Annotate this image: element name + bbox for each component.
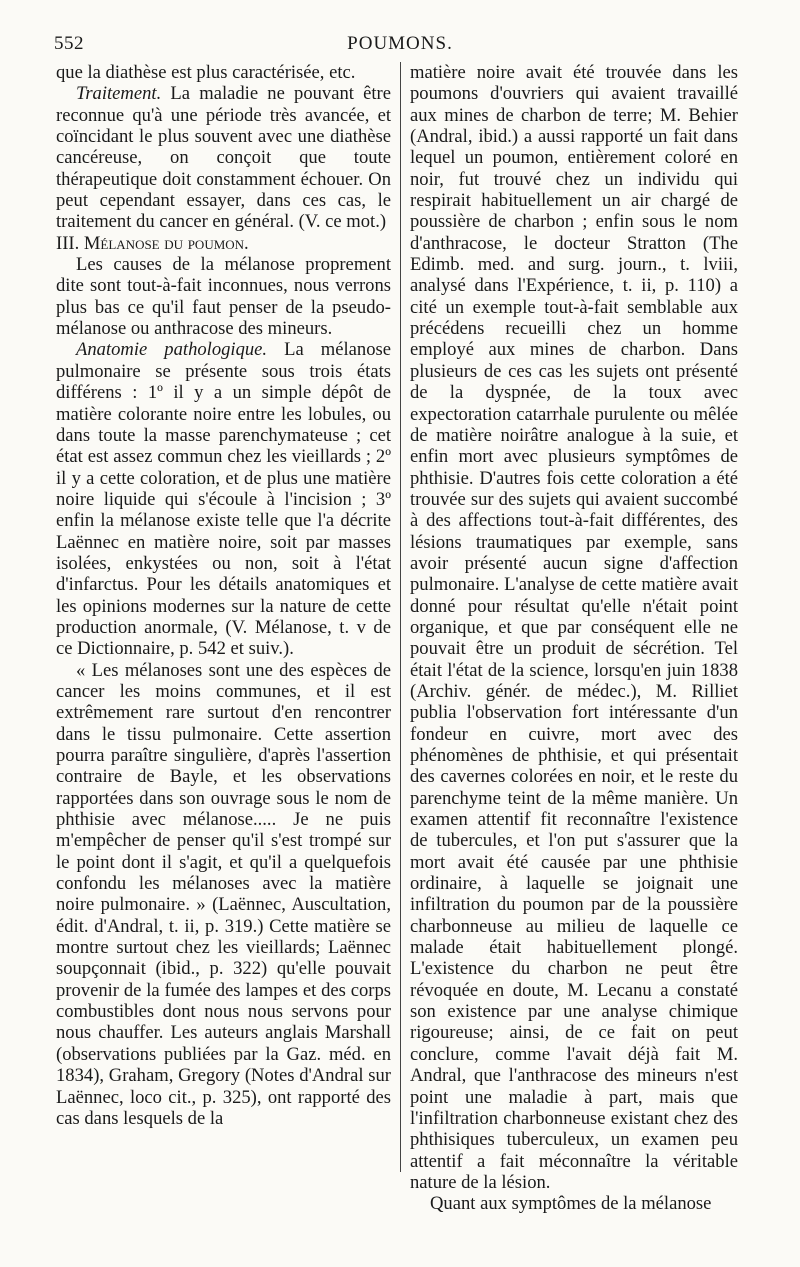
paragraph-anatomie bbox=[56, 339, 391, 659]
paragraph-traitement bbox=[56, 83, 391, 232]
running-title: POUMONS. bbox=[347, 33, 453, 54]
paragraph-body: La maladie ne pouvant être reconnue qu'à une période très avancée, et coïncidant le plus souvent avec une diathèse cancéreuse, on conçoit que toute thérapeutique doit constamment échouer. On peut cependant essayer, dans ces cas, le traitement du cancer en général. (V. ce mot.) bbox=[56, 83, 391, 233]
paragraph-lead: Anatomie pathologique. bbox=[76, 339, 268, 361]
right-column bbox=[410, 62, 738, 1242]
paragraph-causes: Les causes de la mélanose proprement dite sont tout-à-fait inconnues, nous verrons plus bas ce qu'il faut penser de la pseudo-mélanose ou anthracose des mineurs. bbox=[56, 254, 391, 340]
section-heading: III. Mélanose du poumon. bbox=[56, 232, 249, 254]
paragraph-quotation: « Les mélanoses sont une des espèces de cancer les moins communes, et il est extrêmement rare surtout d'en rencontrer dans le tissu pulmonaire. Cette assertion pourra paraître singulière, d'après l'assertion contraire de Bayle, et les observations rapportées dans son ouvrage sous le nom de phthisie avec mélanose..... Je ne puis m'empêcher de penser qu'il s'est trompé sur le point dont il s'agit, et qu'il a quelquefois confondu les mélanoses avec la matière noire pulmonaire. » (Laënnec, Auscultation, édit. d'Andral, t. ii, p. 319.) Cette matière se montre surtout chez les vieillards; Laënnec soupçonnait (ibid., p. 322) qu'elle pouvait provenir de la fumée des lampes et des corps combustibles dont nous nous servons pour nous chauffer. Les auteurs anglais Marshall (observations publiées par la Gaz. méd. en 1834), Graham, Gregory (Notes d'Andral sur Laënnec, loco cit., p. 325), ont rapporté des cas dans lesquels de la bbox=[56, 659, 391, 1129]
page-number: 552 bbox=[54, 33, 84, 54]
left-column bbox=[56, 62, 391, 1242]
column-divider bbox=[400, 62, 401, 1172]
paragraph-continuation: matière noire avait été trouvée dans les poumons d'ouvriers qui avaient travaillé aux mines de charbon de terre; M. Behier (Andral, ibid.) a aussi rapporté un fait dans lequel un poumon, entièrement coloré en noir, fut trouvé chez un individu qui respirait habituellement un air chargé de poussière de charbon ; enfin sous le nom d'anthracose, le docteur Stratton (The Edimb. med. and surg. journ., t. lviii, analysé dans l'Expérience, t. ii, p. 110) a cité un exemple tout-à-fait semblable aux précédens recueilli chez un homme employé aux mines de charbon. Dans plusieurs de ces cas les sujets ont présenté de la dyspnée, de la toux avec expectoration catarrhale purulente ou mêlée de matière noirâtre analogue à la suie, et enfin mort avec plusieurs symptômes de phthisie. D'autres fois cette coloration a été trouvée sur des sujets qui avaient succombé à des affections tout-à-fait différentes, des lésions traumatiques par exemple, sans avoir présenté aucun signe d'affection pulmonaire. L'analyse de cette matière avait donné pour résultat qu'elle n'était point organique, et que par conséquent elle ne pouvait être un produit de sécrétion. Tel était l'état de la science, lorsqu'en juin 1838 (Archiv. génér. de médec.), M. Rilliet publia l'observation fort intéressante d'un fondeur en cuivre, mort avec des phénomènes de phthisie, et qui présentait des cavernes colorées en noir, et le reste du parenchyme teint de la même manière. Un examen attentif fit reconnaître l'existence de tubercules, et l'on put s'assurer que la mort avait été causée par une phthisie ordinaire, à laquelle se joignait une infiltration du poumon par de la poussière charbonneuse au milieu de laquelle ce malade était habituellement plongé. L'existence du charbon ne peut être révoquée en doute, M. Lecanu a constaté son existence par une analyse chimique rigoureuse; ainsi, de ce fait on peut conclure, comme l'avait déjà fait M. Andral, que l'anthracose des mineurs n'est point une maladie à part, mais que l'infiltration charbonneuse existant chez des phthisiques tuberculeux, un examen peu attentif a fait méconnaître la véritable nature de la lésion. bbox=[410, 62, 738, 1193]
paragraph-continuation: que la diathèse est plus caractérisée, etc. bbox=[56, 62, 356, 83]
paragraph-body: La mélanose pulmonaire se présente sous trois états différens : 1º il y a un simple dépôt de matière colorante noire entre les lobules, ou dans toute la masse parenchymateuse ; cet état est assez commun chez les vieillards ; 2º il y a cette coloration, et de plus une matière noire liquide qui s'écoule à l'incision ; 3º enfin la mélanose existe telle que l'a décrite Laënnec en matière noire, soit par masses isolées, enkystées ou non, soit à l'état d'infarctus. Pour les détails anatomiques et les opinions modernes sur la nature de cette production anormale, (V. Mélanose, t. v de ce Dictionnaire, p. 542 et suiv.). bbox=[56, 339, 392, 660]
paragraph-symptomes: Quant aux symptômes de la mélanose bbox=[430, 1193, 712, 1215]
paragraph-lead: Traitement. bbox=[76, 83, 162, 105]
